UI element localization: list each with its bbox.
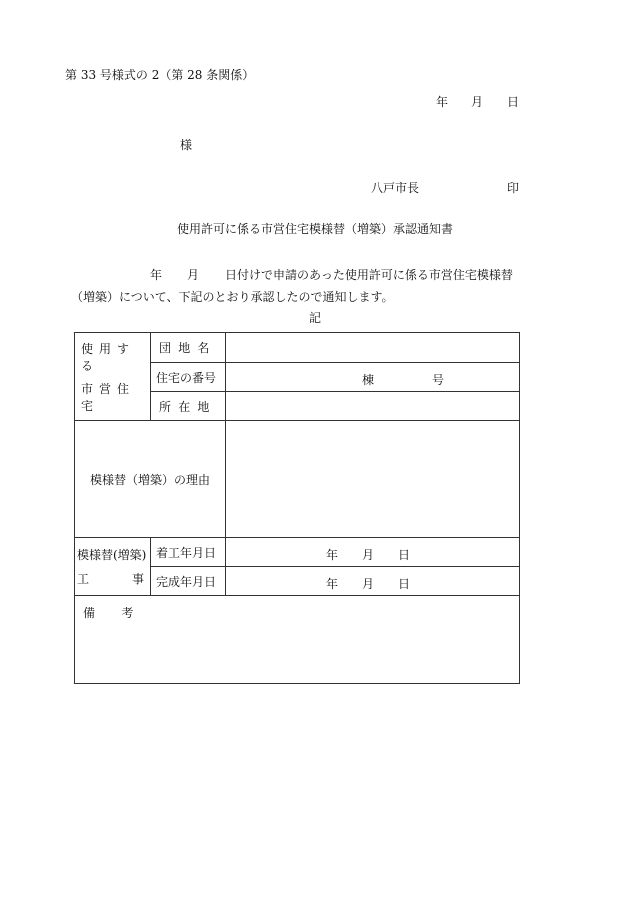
danchi-value [226, 333, 520, 363]
danchi-label: 団地名 [151, 333, 226, 363]
form-number: 第 33 号様式の 2（第 28 条関係） [65, 68, 255, 82]
building-unit: 棟 [362, 373, 375, 387]
house-number-value [226, 363, 520, 392]
start-date-value [226, 538, 520, 567]
completion-day: 日 [398, 577, 411, 591]
issue-date-year: 年 [436, 95, 449, 109]
works-label-ji: 事 [131, 571, 144, 586]
house-number-label: 住宅の番号 [151, 363, 226, 392]
body-text-line2: （増築）について、下記のとおり承認したので通知します。 [71, 290, 394, 304]
location-value [226, 392, 520, 421]
completion-date-value [226, 567, 520, 596]
works-label-line1: 模様替(増築) [77, 547, 147, 562]
works-label-cell [75, 538, 151, 596]
ki-heading: 記 [308, 311, 321, 325]
completion-date-label: 完成年月日 [151, 567, 226, 596]
issue-date-month: 月 [471, 95, 484, 109]
body-year: 年 [150, 268, 163, 282]
start-month: 月 [362, 548, 375, 562]
location-label: 所在地 [151, 392, 226, 421]
document-title: 使用許可に係る市営住宅模様替（増築）承認通知書 [176, 222, 453, 236]
number-unit: 号 [432, 373, 445, 387]
housing-group-cell [75, 333, 151, 421]
start-date-label: 着工年月日 [151, 538, 226, 567]
recipient-honorific: 様 [180, 138, 193, 152]
start-year: 年 [326, 548, 339, 562]
sender-mayor: 八戸市長 [371, 181, 420, 195]
body-text-line1: 日付けで申請のあった使用許可に係る市営住宅模様替 [225, 268, 513, 282]
seal-mark: 印 [507, 181, 520, 195]
housing-group-line1: 使用する [81, 341, 136, 373]
remarks-label: 備考 [83, 606, 160, 620]
completion-year: 年 [326, 577, 339, 591]
remarks-cell [75, 596, 520, 684]
issue-date-day: 日 [507, 95, 520, 109]
reason-value [226, 421, 520, 538]
reason-label: 模様替（増築）の理由 [75, 421, 226, 538]
completion-month: 月 [362, 577, 375, 591]
body-month: 月 [187, 268, 200, 282]
approval-table [74, 332, 520, 684]
works-label-kou: 工 [77, 571, 90, 586]
start-day: 日 [398, 548, 411, 562]
housing-group-line2: 市営住宅 [81, 381, 136, 413]
